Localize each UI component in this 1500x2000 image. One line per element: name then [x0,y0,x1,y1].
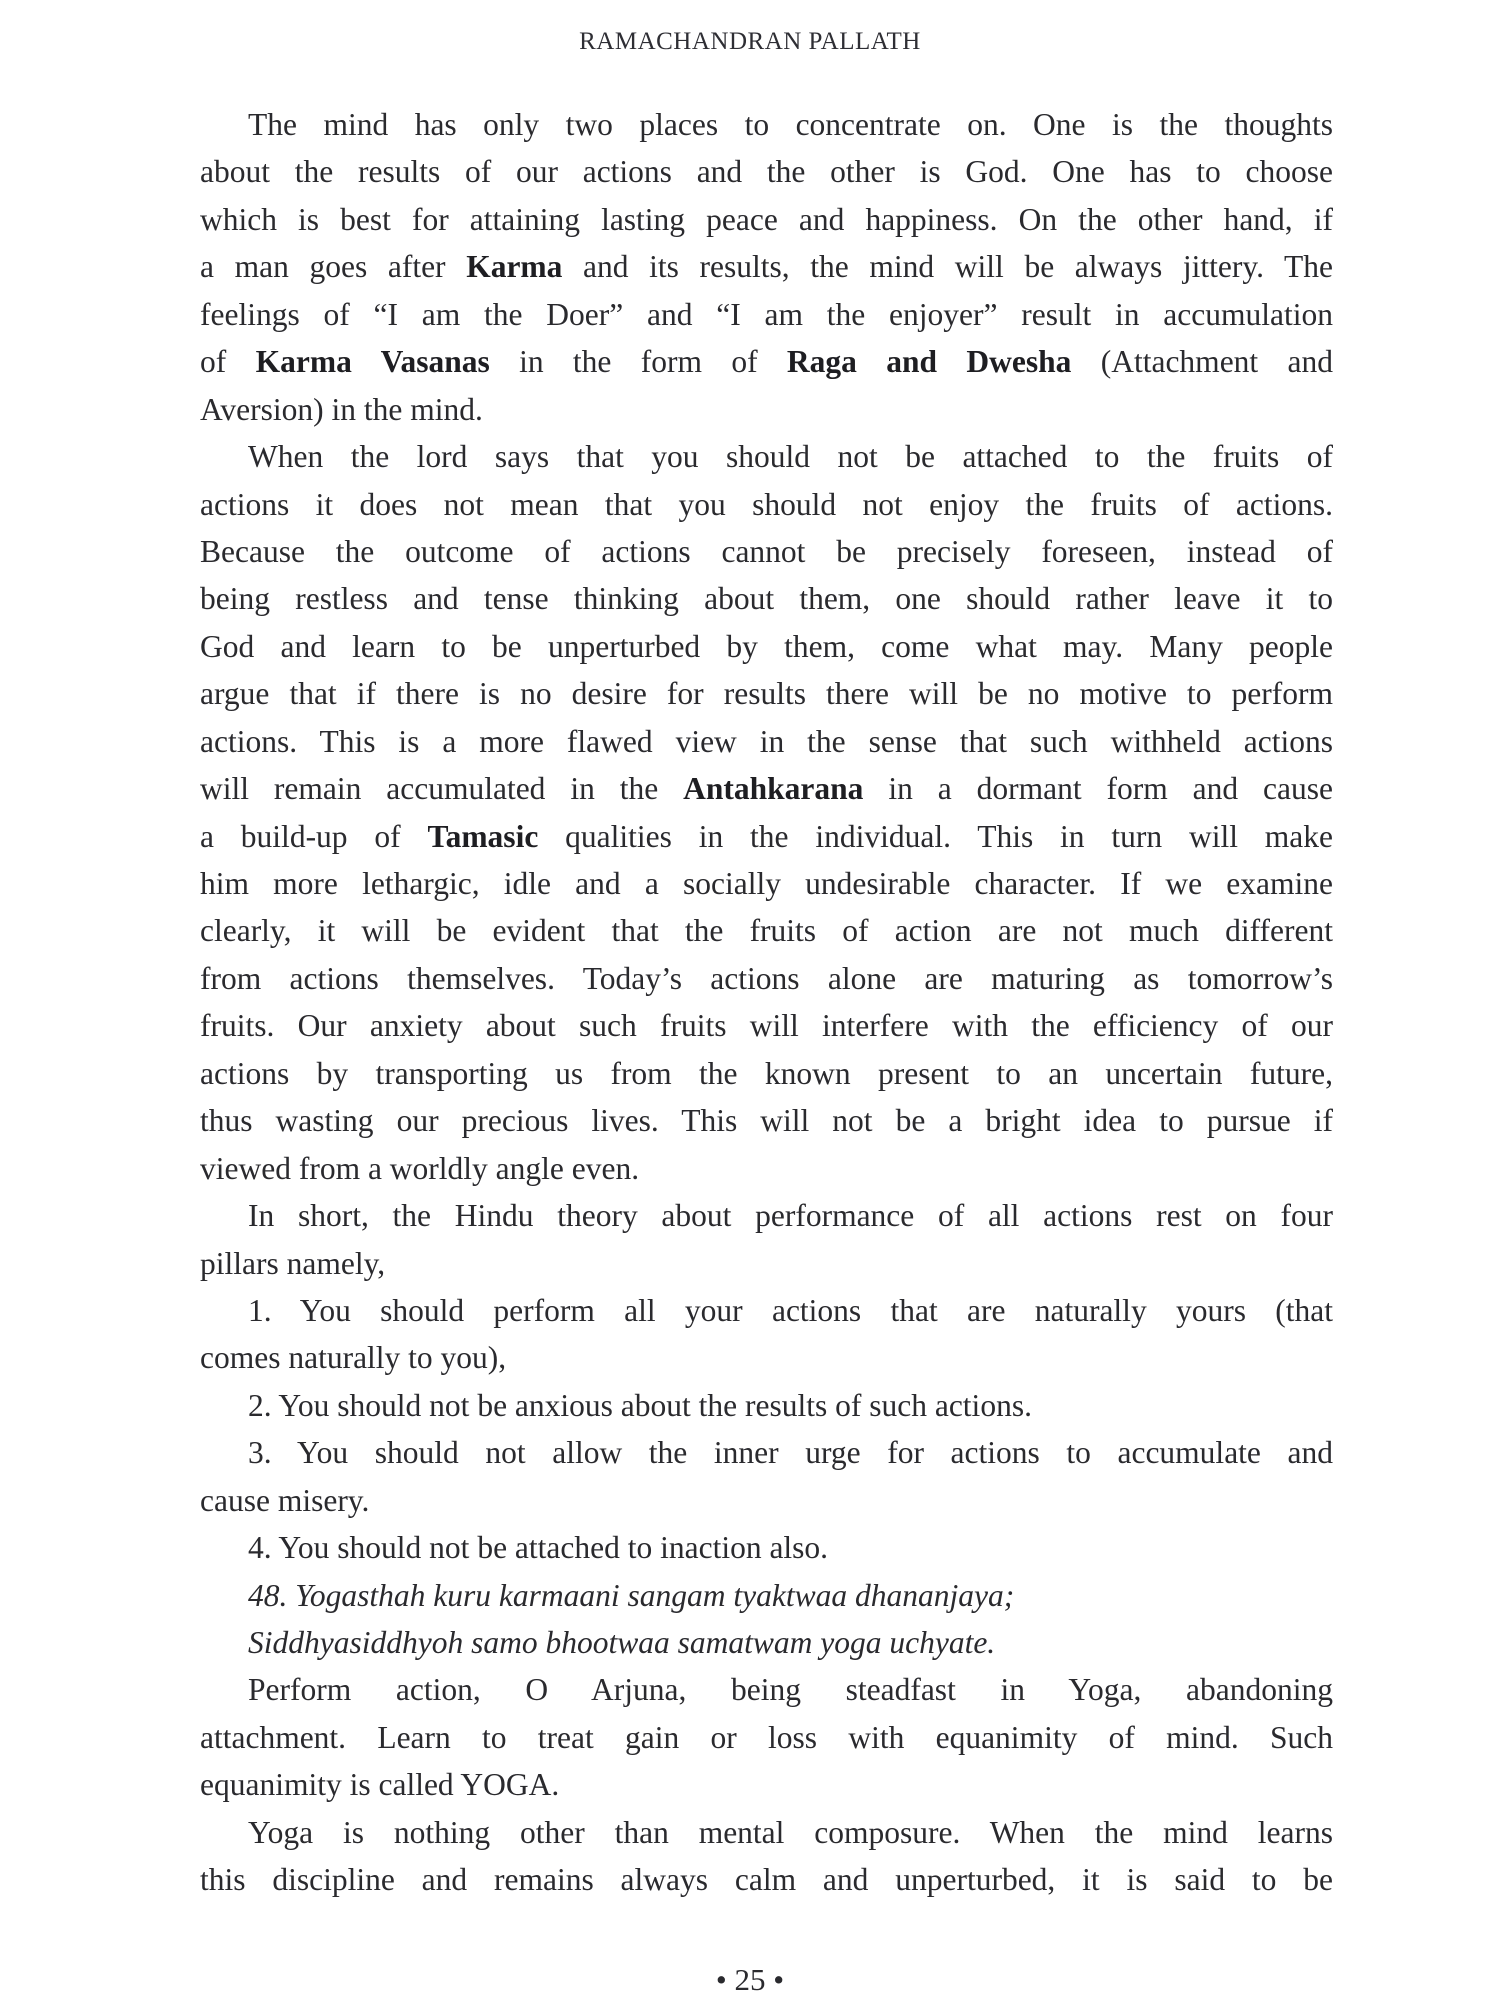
text-run: 48. Yogasthah kuru karmaani sangam tyaktwaa dhananjaya; [248,1577,1015,1613]
text-run: will remain accumulated in the [200,771,684,807]
text-line [200,1097,1333,1144]
text-run: actions by transporting us from the known present to an uncertain future, [200,1055,1333,1091]
text-run: of [200,344,256,380]
text-line [200,1192,1333,1239]
text-run: qualities in the individual. This in turn will make [538,818,1333,854]
text-run: When the lord says that you should not be attached to the fruits of [248,439,1333,475]
text-run: Because the outcome of actions cannot be precisely foreseen, instead of [200,533,1333,569]
text-line [200,813,1333,860]
text-run: 4. You should not be attached to inaction also. [248,1530,829,1566]
text-line [200,1240,1333,1287]
text-run: feelings of “I am the Doer” and “I am the enjoyer” result in accumulation [200,296,1333,332]
text-run: fruits. Our anxiety about such fruits will interfere with the efficiency of our [200,1008,1333,1044]
text-run: clearly, it will be evident that the fruits of action are not much different [200,913,1333,949]
text-run: thus wasting our precious lives. This will not be a bright idea to pursue if [200,1103,1333,1139]
text-line [200,575,1333,622]
text-run: and its results, the mind will be always jittery. The [562,249,1334,285]
text-run: from actions themselves. Today’s actions alone are maturing as tomorrow’s [200,960,1333,996]
text-line [200,196,1333,243]
text-run: 2. You should not be anxious about the results of such actions. [248,1387,1032,1423]
text-run: viewed from a worldly angle even. [200,1150,640,1186]
text-line [200,670,1333,717]
text-line [200,1856,1333,1903]
text-run: this discipline and remains always calm and unperturbed, it is said to be [200,1862,1333,1898]
text-line [200,1429,1333,1476]
text-line [200,1145,1333,1192]
text-line [200,955,1333,1002]
text-line [200,623,1333,670]
text-run: God and learn to be unperturbed by them, come what may. Many people [200,628,1333,664]
text-run: cause misery. [200,1482,370,1518]
text-run: a build-up of [200,818,428,854]
text-line [200,338,1333,385]
bold-term: Karma Vasanas [255,344,490,380]
text-line [200,1809,1333,1856]
text-line [200,243,1333,290]
verse-line [200,1572,1333,1619]
running-head: RAMACHANDRAN PALLATH [579,28,921,55]
text-line [200,1761,1333,1808]
text-line [200,765,1333,812]
text-run: being restless and tense thinking about them, one should rather leave it to [200,581,1333,617]
text-run: actions. This is a more flawed view in the sense that such withheld actions [200,723,1333,759]
text-run: The mind has only two places to concentrate on. One is the thoughts [248,107,1333,142]
text-run: Aversion) in the mind. [200,391,483,427]
text-line [200,148,1333,195]
text-run: 1. You should perform all your actions that are naturally yours (that [248,1292,1333,1328]
page-body [200,101,1333,1904]
text-run: in a dormant form and cause [863,771,1333,807]
text-run: In short, the Hindu theory about performance of all actions rest on four [248,1198,1333,1234]
page-number: • 25 • [715,1962,785,1997]
text-run: comes naturally to you), [200,1340,507,1376]
text-run: equanimity is called YOGA. [200,1767,560,1803]
text-line [200,433,1333,480]
text-run: attachment. Learn to treat gain or loss with equanimity of mind. Such [200,1719,1333,1755]
text-line [200,1666,1333,1713]
bold-term: Tamasic [427,818,539,854]
text-line [200,1050,1333,1097]
text-line [200,1002,1333,1049]
text-run: (Attachment and [1071,344,1333,380]
text-run: about the results of our actions and the other is God. One has to choose [200,154,1333,190]
text-run: Siddhyasiddhyoh samo bhootwaa samatwam yoga uchyate. [248,1625,996,1660]
text-line [200,1334,1333,1381]
text-line [200,528,1333,575]
text-line [200,291,1333,338]
text-line [200,1287,1333,1334]
text-line [200,860,1333,907]
text-line [200,481,1333,528]
text-line [200,1714,1333,1761]
text-run: actions it does not mean that you should not enjoy the fruits of actions. [200,486,1333,522]
bold-term: Karma [466,249,563,285]
bold-term: Antahkarana [683,771,864,807]
text-run: 3. You should not allow the inner urge for actions to accumulate and [248,1435,1333,1471]
text-run: Perform action, O Arjuna, being steadfast in Yoga, abandoning [248,1672,1333,1708]
text-run: in the form of [489,344,787,380]
text-line [200,101,1333,148]
text-line [200,907,1333,954]
text-run: him more lethargic, idle and a socially undesirable character. If we examine [200,866,1333,901]
text-run: argue that if there is no desire for results there will be no motive to perform [200,676,1333,712]
text-run: pillars namely, [200,1245,386,1281]
text-run: a man goes after [200,249,467,285]
bold-term: Raga and Dwesha [786,344,1072,380]
text-line [200,386,1333,433]
text-line [200,1382,1333,1429]
text-line [200,718,1333,765]
verse-line [200,1619,1333,1666]
text-run: which is best for attaining lasting peace and happiness. On the other hand, if [200,201,1333,237]
text-line [200,1477,1333,1524]
text-line [200,1524,1333,1571]
text-run: Yoga is nothing other than mental composure. When the mind learns [248,1814,1333,1850]
